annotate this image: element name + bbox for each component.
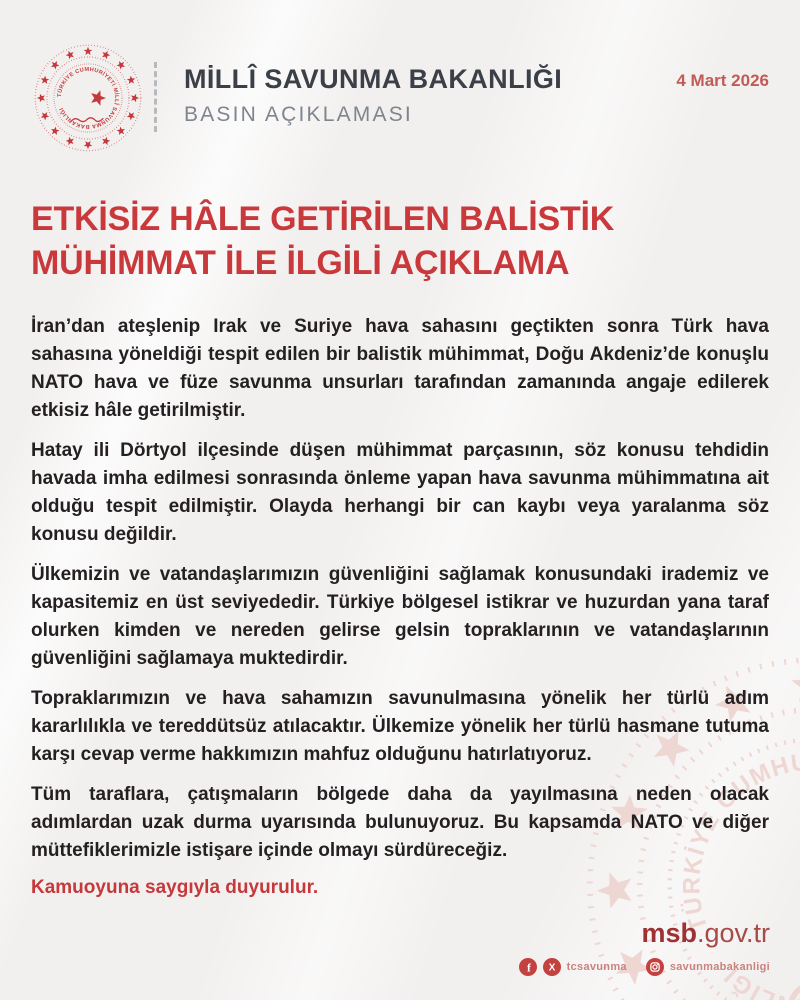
release-body (31, 197, 769, 899)
social-row (519, 958, 770, 976)
release-title: ETKİSİZ HÂLE GETİRİLEN BALİSTİK MÜHİMMAT İLE İLGİLİ AÇIKLAMA (31, 200, 615, 282)
paragraph: Topraklarımızın ve hava sahamızın savunulmasına yönelik her türlü adım kararlılıkla ve tereddütsüz atılacaktır. Ülkemize yönelik her türlü hasmane tutuma karşı cevap verme hakkımızın mahfuz olduğunu hatırlatıyoruz. (31, 688, 769, 765)
website-url[interactable] (519, 918, 770, 949)
svg-text:f: f (526, 961, 531, 975)
paragraph: Ülkemizin ve vatandaşlarımızın güvenliğini sağlamak konusundaki irademiz ve kapasitemiz en üst seviyededir. Türkiye bölgesel istikrar ve huzurdan yana taraf olurken kimden ve nereden gelirse gelsin topraklarının ve vatandaşlarının güvenliğini sağlamaya muktedirdir. (31, 564, 769, 669)
header-dashed-separator (154, 62, 157, 132)
ministry-logo (32, 42, 144, 154)
facebook-x-handle[interactable]: tcsavunma (566, 961, 627, 973)
header-text-block (184, 64, 562, 127)
paragraph: İran’dan ateşlenip Irak ve Suriye hava sahasını geçtikten sonra Türk hava sahasına yöneldiği tespit edilen bir balistik mühimmat, Doğu Akdeniz’de konuşlu NATO hava ve füze savunma unsurları tarafından zamanında angaje edilerek etkisiz hâle getirilmiştir. (31, 316, 769, 421)
website-bold-part: msb (641, 918, 697, 948)
closing-line: Kamuoyuna saygıyla duyurulur. (31, 877, 319, 898)
paragraph: Hatay ili Dörtyol ilçesinde düşen mühimmat parçasının, söz konusu tehdidin havada imha edilmesi sonrasında önleme yapan hava savunma mühimmatına ait olduğu tespit edilmiştir. Olayda herhangi bir can kaybı veya yaralanma söz konusu değildir. (31, 440, 769, 545)
ministry-title: MİLLÎ SAVUNMA BAKANLIĞI (184, 64, 563, 94)
paragraph: Tüm taraflara, çatışmaların bölgede daha da yayılmasına neden olacak adımlardan uzak durma uyarısında bulunuyoruz. Bu kapsamda NATO ve diğer müttefiklerimizle istişare içinde olmayı sürdüreceğiz. (31, 784, 769, 861)
facebook-icon[interactable] (519, 958, 537, 976)
instagram-icon[interactable] (646, 958, 664, 976)
website-rest-part: .gov.tr (696, 918, 770, 948)
release-date: 4 Mart 2026 (676, 71, 769, 90)
instagram-handle[interactable]: savunmabakanligi (669, 961, 770, 973)
svg-text:X: X (548, 962, 555, 974)
x-icon[interactable] (543, 958, 561, 976)
footer (519, 918, 770, 976)
press-release-label: BASIN AÇIKLAMASI (184, 103, 413, 126)
